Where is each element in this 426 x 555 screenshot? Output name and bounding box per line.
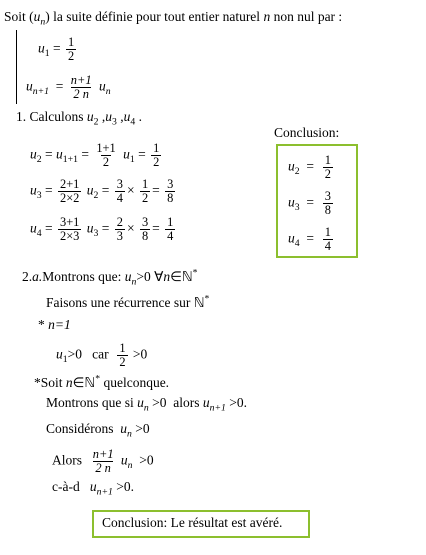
case-n1-result: $u_1>0$ car $\frac{1}{2}$ >0 [56,341,148,370]
calc-row-u3: $u_3$ = $\frac{2+1}{2\times 2}$ $u_2$ = $\frac{3}{4}$ × $\frac{1}{2}$ = $\frac{3}{8}$ [30,177,174,206]
calc-row-u4: $u_4$ = $\frac{3+1}{2\times 3}$ $u_3$ = $\frac{2}{3}$ × $\frac{3}{8}$ = $\frac{1}{4}$ [30,215,174,244]
conclusion1-u3: $u_3$ = $\frac{3}{8}$ [288,189,331,218]
soit-line: *Soit n∈ℕ* quelconque. [34,373,170,390]
considerons-line: Considérons $u_n >0$ [46,421,150,440]
cad-line: c-à-d $u_{n+1} >0$. [52,479,135,498]
final-conclusion: Conclusion: Le résultat est avéré. [102,515,283,530]
conclusion1-title: Conclusion: [274,125,340,140]
def-line-2: $u_{n+1}$ = $\frac{n+1}{2 n}$ $u_n$ [26,73,111,102]
conclusion1-u2: $u_2$ = $\frac{1}{2}$ [288,153,331,182]
conclusion1-u4: $u_4$ = $\frac{1}{4}$ [288,225,331,254]
part2-title: 2.a.Montrons que: $u_n>0$ ∀n∈ℕ* [22,267,198,288]
system-brace [16,30,17,104]
montrons-line: Montrons que si $u_n >0$ alors $u_{n+1} >0$. [46,395,248,414]
intro-line: Soit $(u_n)$ la suite définie pour tout entier naturel n non nul par : [4,9,343,28]
recurrence-line: Faisons une récurrence sur ℕ* [46,293,210,310]
calc-row-u2: $u_2 = u_{1+1}$ = $\frac{1+1}{2}$ $u_1$ = $\frac{1}{2}$ [30,141,160,170]
alors-line: Alors $\frac{n+1}{2 n}$ $u_n >0$ [52,447,154,476]
part1-title: 1. Calculons $u_2$ $,u_3$ $,u_4$ . [16,109,142,128]
def-line-1: $u_1$ = $\frac{1}{2}$ [38,35,75,64]
case-n1: * n=1 [38,317,71,332]
